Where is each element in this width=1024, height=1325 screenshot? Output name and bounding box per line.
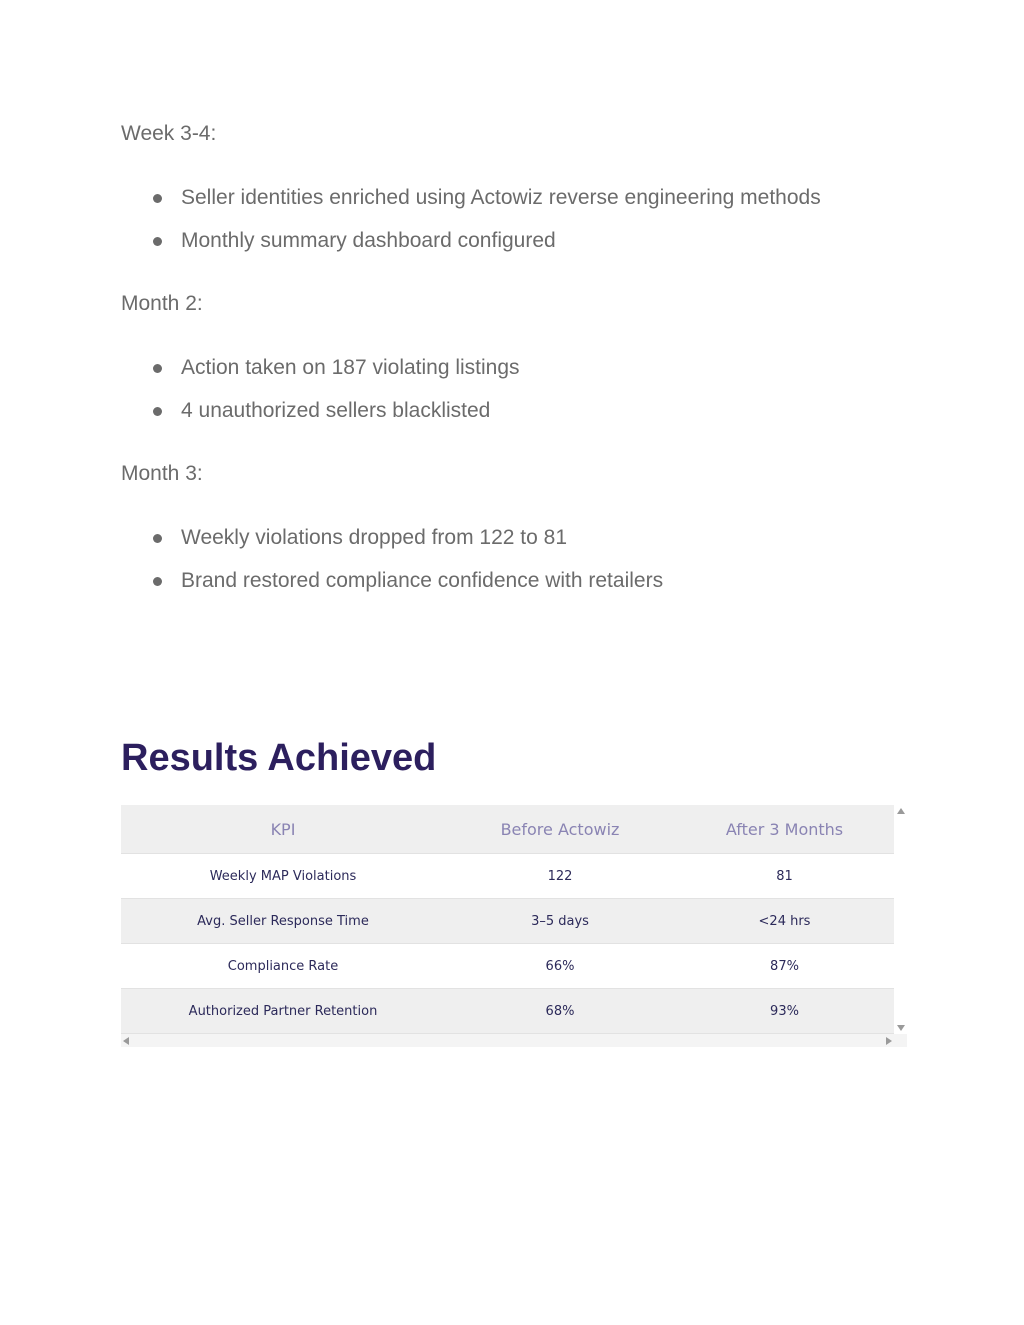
- kpi-name-cell: Authorized Partner Retention: [121, 989, 445, 1034]
- kpi-name-cell: Compliance Rate: [121, 944, 445, 989]
- bullet-dot-icon: [153, 364, 162, 373]
- list-item-text: Seller identities enriched using Actowiz reverse engineering methods: [181, 186, 821, 209]
- section-label-week-3-4: Week 3-4:: [121, 122, 217, 145]
- before-value-cell: 68%: [445, 989, 675, 1034]
- after-value-cell: 81: [675, 854, 894, 899]
- after-value-cell: 87%: [675, 944, 894, 989]
- bullet-dot-icon: [153, 534, 162, 543]
- section-label-month-2: Month 2:: [121, 292, 203, 315]
- table-row: [121, 944, 894, 989]
- results-heading: Results Achieved: [121, 737, 437, 779]
- column-header-after: After 3 Months: [675, 805, 894, 854]
- scroll-down-arrow-icon[interactable]: [897, 1025, 905, 1031]
- kpi-table-container[interactable]: [121, 805, 907, 1047]
- list-item-text: 4 unauthorized sellers blacklisted: [181, 399, 491, 422]
- column-header-kpi: KPI: [121, 805, 445, 854]
- table-row: [121, 899, 894, 944]
- scroll-left-arrow-icon[interactable]: [123, 1037, 129, 1045]
- bullet-dot-icon: [153, 577, 162, 586]
- kpi-table: [121, 805, 894, 1034]
- list-item-text: Monthly summary dashboard configured: [181, 229, 556, 252]
- kpi-name-cell: Avg. Seller Response Time: [121, 899, 445, 944]
- scroll-right-arrow-icon[interactable]: [886, 1037, 892, 1045]
- before-value-cell: 66%: [445, 944, 675, 989]
- list-item-text: Brand restored compliance confidence with retailers: [181, 569, 664, 592]
- after-value-cell: <24 hrs: [675, 899, 894, 944]
- bullet-dot-icon: [153, 407, 162, 416]
- kpi-name-cell: Weekly MAP Violations: [121, 854, 445, 899]
- bullet-dot-icon: [153, 237, 162, 246]
- scroll-up-arrow-icon[interactable]: [897, 808, 905, 814]
- table-row: [121, 989, 894, 1034]
- section-label-month-3: Month 3:: [121, 462, 203, 485]
- list-item-text: Weekly violations dropped from 122 to 81: [181, 526, 567, 549]
- before-value-cell: 3–5 days: [445, 899, 675, 944]
- vertical-scrollbar[interactable]: [894, 805, 907, 1034]
- table-row: [121, 854, 894, 899]
- column-header-before: Before Actowiz: [445, 805, 675, 854]
- after-value-cell: 93%: [675, 989, 894, 1034]
- horizontal-scrollbar[interactable]: [121, 1034, 907, 1047]
- table-header-row: [121, 805, 894, 854]
- bullet-dot-icon: [153, 194, 162, 203]
- list-item-text: Action taken on 187 violating listings: [181, 356, 520, 379]
- before-value-cell: 122: [445, 854, 675, 899]
